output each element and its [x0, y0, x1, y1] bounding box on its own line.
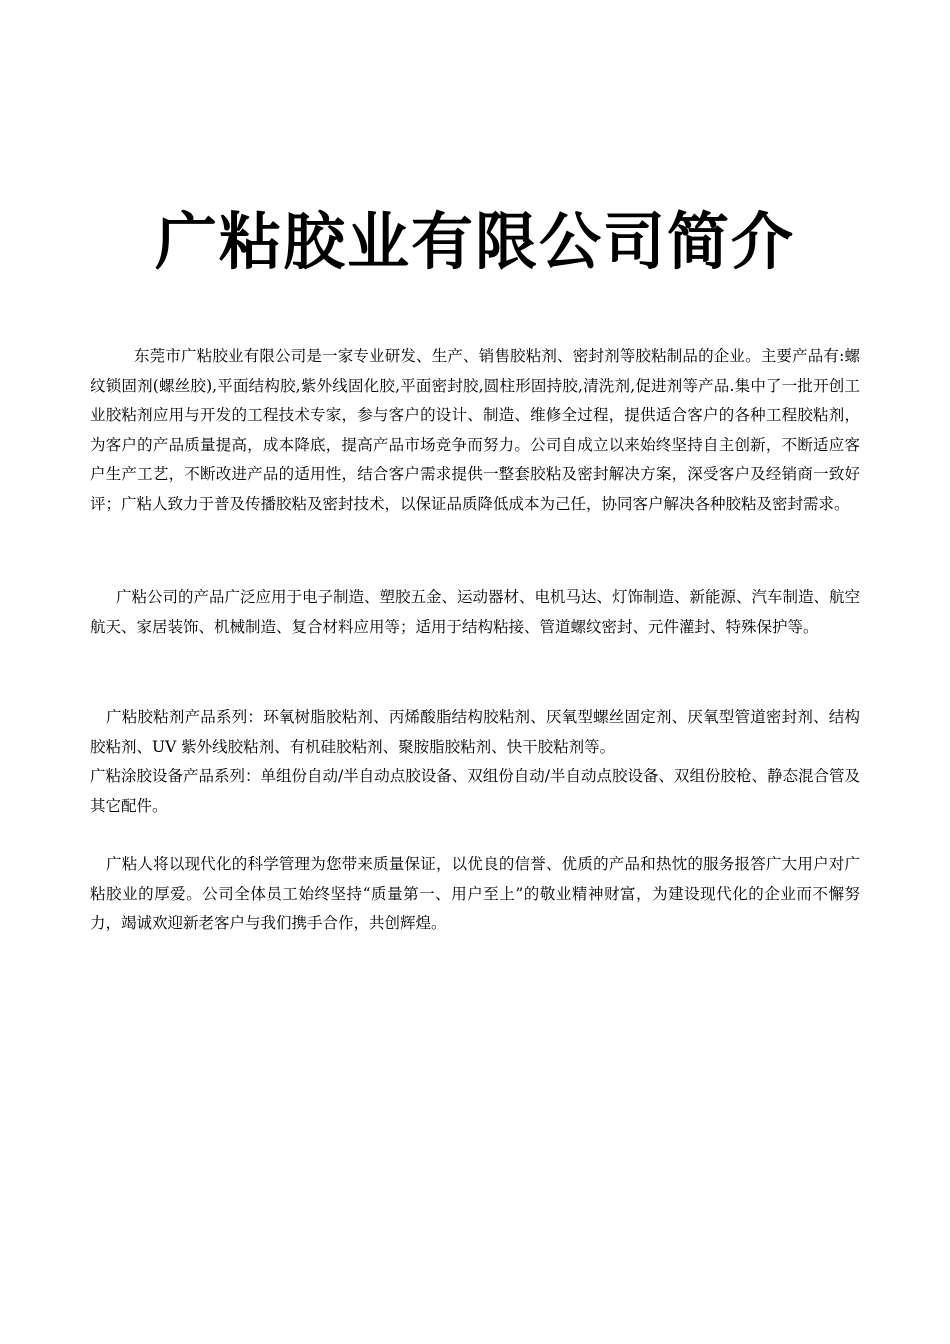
- paragraph-equipment-series: 广粘涂胶设备产品系列：单组份自动/半自动点胶设备、双组份自动/半自动点胶设备、双组份胶枪、静态混合管及其它配件。: [90, 767, 860, 815]
- document-title: 广粘胶业有限公司简介: [154, 205, 795, 278]
- paragraph-company-intro: 东莞市广粘胶业有限公司是一家专业研发、生产、销售胶粘剂、密封剂等胶粘制品的企业。主要产品有:螺纹锁固剂(螺丝胶),平面结构胶,紫外线固化胶,平面密封胶,圆柱形固持胶,清洗剂,促进剂等产品.集中了一批开创工业胶粘剂应用与开发的工程技术专家，参与客户的设计、制造、维修全过程，提供适合客户的各种工程胶粘剂，为客户的产品质量提高，成本降底，提高产品市场竞争而努力。公司自成立以来始终坚持自主创新，不断适应客户生产工艺，不断改进产品的适用性，结合客户需求提供一整套胶粘及密封解决方案，深受客户及经销商一致好评；广粘人致力于普及传播胶粘及密封技术，以保证品质降低成本为己任，协同客户解决各种胶粘及密封需求。: [90, 347, 860, 513]
- paragraph-applications: 广粘公司的产品广泛应用于电子制造、塑胶五金、运动器材、电机马达、灯饰制造、新能源、汽车制造、航空航天、家居装饰、机械制造、复合材料应用等；适用于结构粘接、管道螺纹密封、元件灌封、特殊保护等。: [90, 588, 861, 636]
- paragraph-closing: 广粘人将以现代化的科学管理为您带来质量保证，以优良的信誉、优质的产品和热忱的服务报答广大用户对广粘胶业的厚爱。公司全体员工始终坚持“质量第一、用户至上”的敬业精神财富，为建设现代化的企业而不懈努力，竭诚欢迎新老客户与我们携手合作，共创辉煌。: [90, 855, 860, 932]
- paragraph-adhesive-series: 广粘胶粘剂产品系列：环氧树脂胶粘剂、丙烯酸脂结构胶粘剂、厌氧型螺丝固定剂、厌氧型管道密封剂、结构胶粘剂、UV 紫外线胶粘剂、有机硅胶粘剂、聚胺脂胶粘剂、快干胶粘剂等。: [90, 708, 860, 756]
